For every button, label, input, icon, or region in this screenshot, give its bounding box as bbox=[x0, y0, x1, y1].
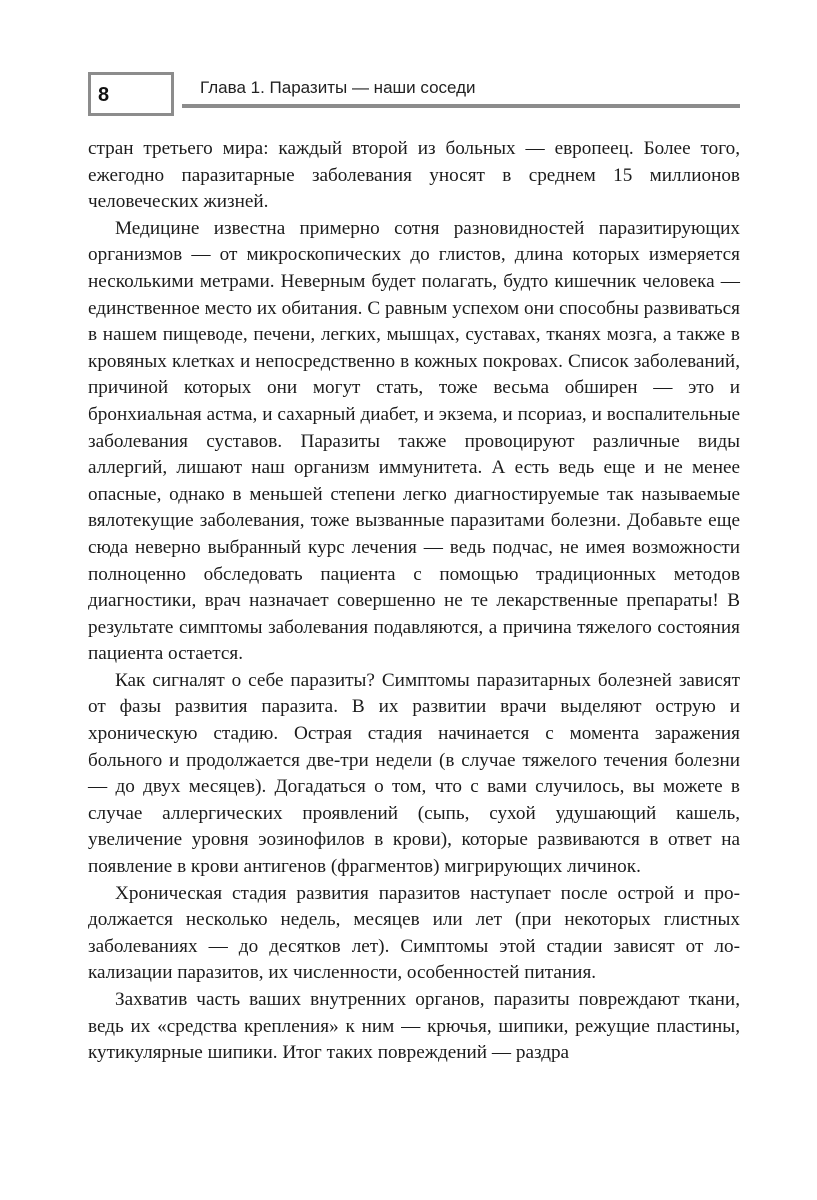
paragraph: Как сигналят о себе паразиты? Симптомы паразитарных болезней зависят от фазы развития паразита. В их развитии врачи выделяют острую и хроническую стадию. Острая стадия начинается с момента заражения больного и продолжается две-три недели (в случае тяжелого течения болезни — до двух месяцев). Догадаться о том, что с вами случилось, вы можете в случае аллергических проявлений (сыпь, сухой удушающий кашель, увеличение уровня эозинофилов в крови), которые развиваются в ответ на появление в крови антигенов (фрагментов) мигрирующих личинок. bbox=[88, 669, 740, 878]
body-text bbox=[88, 136, 740, 1067]
header-rule bbox=[182, 104, 740, 108]
paragraph-continuation: стран третьего мира: каждый второй из больных — европеец. Более того, ежегодно паразитарные заболевания уносят в среднем 15 миллионов человеческих жизней. bbox=[88, 138, 740, 213]
chapter-title: Глава 1. Паразиты — наши соседи bbox=[200, 78, 476, 97]
paragraph: Захватив часть ваших внутренних органов, паразиты повреждают ткани, ведь их «средства крепления» к ним — крючья, шипики, режущие пластины, кутикулярные шипики. Итог таких повреждений — раздра bbox=[88, 989, 740, 1064]
paragraph: Медицине известна примерно сотня разновидностей паразитирующих организмов — от микроскопических до глистов, длина которых измеряется несколькими метрами. Неверным будет полагать, будто кишечник человека — единственное место их обитания. С равным успехом они способны развиваться в нашем пищеводе, печени, легких, мышцах, суставах, тканях мозга, а также в кровяных клетках и непосредственно в кожных покровах. Список заболеваний, причиной которых они могут стать, тоже весьма обширен — это и бронхиальная астма, и сахарный диабет, и экзема, и псориаз, и воспалительные заболевания суставов. Паразиты также провоцируют различные виды аллергий, лишают наш организм иммунитета. А есть ведь еще и не менее опасные, однако в меньшей степени легко диагностируемые так называемые вялотекущие заболевания, тоже вызванные паразитами болезни. Добавьте еще сюда неверно выбранный курс лечения — ведь подчас, не имея возможности полноценно обследовать пациента с помощью традиционных методов диагностики, врач назначает совершенно не те лекарственные препараты! В результате симптомы заболевания подавляются, а причина тяжелого состояния пациента остается. bbox=[88, 217, 740, 665]
page-number-box bbox=[88, 72, 174, 116]
page-number: 8 bbox=[98, 84, 110, 106]
page-header bbox=[88, 72, 740, 118]
paragraph: Хроническая стадия развития паразитов наступает после острой и продолжается несколько недель, месяцев или лет (при некоторых глистных заболеваниях — до десятков лет). Симптомы этой стадии зависят от локализации паразитов, их численности, особенностей питания. bbox=[88, 882, 740, 984]
